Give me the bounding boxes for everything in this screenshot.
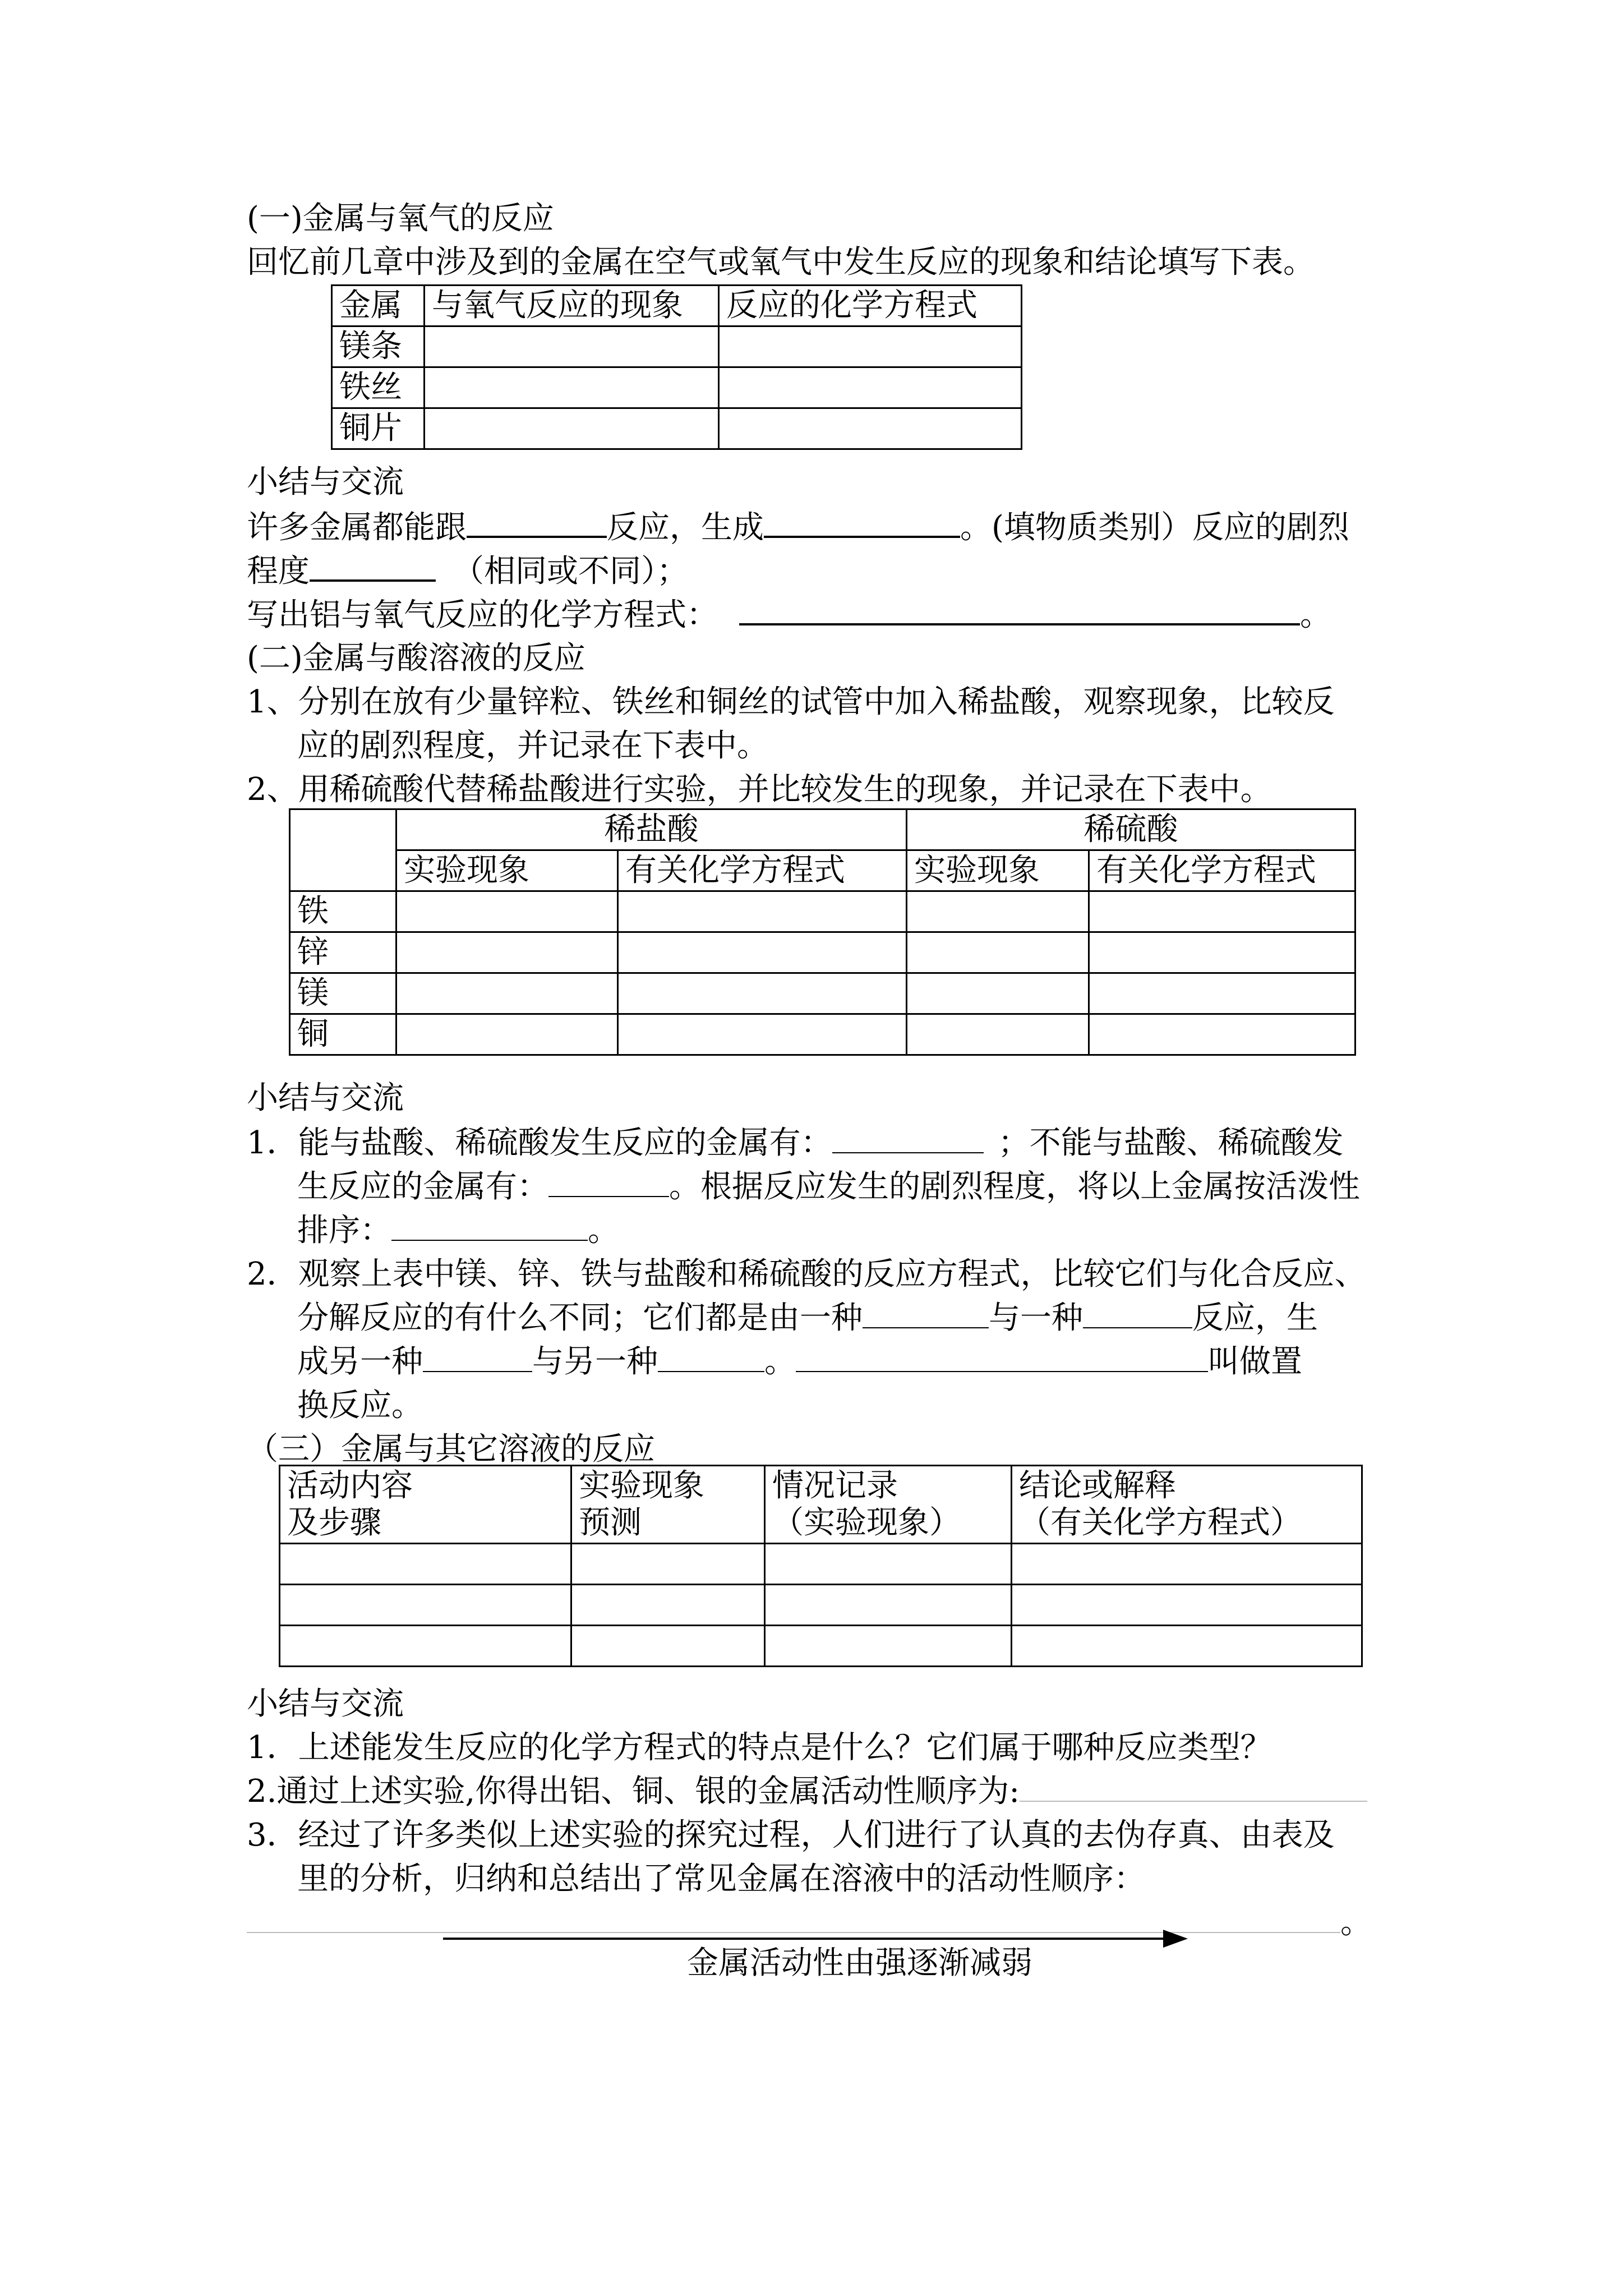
blank-cell[interactable] bbox=[571, 1544, 765, 1585]
table-row bbox=[332, 367, 1022, 408]
table-row bbox=[290, 891, 1355, 932]
table-row bbox=[290, 932, 1355, 973]
subheader-equation: 有关化学方程式 bbox=[618, 850, 907, 891]
blank-cell[interactable] bbox=[425, 326, 719, 367]
row-label: 铁 bbox=[290, 891, 396, 932]
text-fragment: 。 bbox=[1300, 597, 1331, 633]
blank-cell[interactable] bbox=[1089, 1014, 1355, 1055]
table-row bbox=[280, 1626, 1362, 1667]
section2-heading: (二)金属与酸溶液的反应 bbox=[247, 640, 585, 677]
subheader-equation: 有关化学方程式 bbox=[1089, 850, 1355, 891]
header-line: 活动内容 bbox=[287, 1467, 413, 1504]
summary-title-3: 小结与交流 bbox=[247, 1686, 404, 1722]
header-line: （实验现象） bbox=[772, 1504, 961, 1541]
blank-cell[interactable] bbox=[280, 1544, 571, 1585]
section2-item1-line2: 应的剧烈程度，并记录在下表中。 bbox=[297, 728, 768, 764]
section3-heading: （三）金属与其它溶液的反应 bbox=[247, 1431, 655, 1467]
header-line: 实验现象 bbox=[579, 1467, 704, 1504]
text-fragment: 生反应的金属有： bbox=[297, 1168, 548, 1205]
subheader-phenomenon: 实验现象 bbox=[907, 850, 1089, 891]
blank-cell[interactable] bbox=[618, 1014, 907, 1055]
text-fragment: 2.通过上述实验,你得出铝、铜、银的金属活动性顺序为: bbox=[247, 1773, 1020, 1810]
blank-cell[interactable] bbox=[425, 408, 719, 449]
blank-cell[interactable] bbox=[765, 1544, 1012, 1585]
text-fragment: 反应，生 bbox=[1192, 1300, 1318, 1336]
summary1-line1 bbox=[247, 508, 1349, 547]
blank-cell[interactable] bbox=[1012, 1626, 1362, 1667]
blank-cell[interactable] bbox=[396, 973, 618, 1014]
summary2-q1-line2 bbox=[297, 1167, 1360, 1207]
blank-cell[interactable] bbox=[1089, 973, 1355, 1014]
table-row bbox=[280, 1585, 1362, 1626]
fill-blank[interactable] bbox=[467, 508, 607, 538]
activity-series-line bbox=[247, 1903, 1372, 1943]
table-header-row bbox=[280, 1466, 1362, 1544]
table-sub-header-row bbox=[290, 850, 1355, 891]
text-fragment: 。 bbox=[1340, 1904, 1372, 1941]
blank-cell[interactable] bbox=[907, 932, 1089, 973]
fill-blank[interactable] bbox=[863, 1299, 989, 1328]
text-fragment: 与另一种 bbox=[532, 1343, 658, 1380]
fill-blank[interactable] bbox=[832, 1124, 984, 1153]
acid-reaction-table bbox=[289, 808, 1356, 1056]
blank-cell[interactable] bbox=[396, 891, 618, 932]
header-line: 预测 bbox=[579, 1504, 642, 1541]
text-fragment: 成另一种 bbox=[297, 1343, 423, 1380]
header-line: 及步骤 bbox=[287, 1504, 381, 1541]
header-line: （有关化学方程式） bbox=[1019, 1504, 1302, 1541]
blank-cell[interactable] bbox=[396, 1014, 618, 1055]
fill-blank[interactable] bbox=[423, 1343, 532, 1372]
blank-cell[interactable] bbox=[719, 367, 1022, 408]
summary2-q1-line3 bbox=[297, 1211, 619, 1250]
solution-reaction-table bbox=[279, 1465, 1363, 1667]
summary2-q2-line3 bbox=[297, 1342, 1302, 1382]
summary1-line2 bbox=[247, 551, 688, 591]
row-label: 镁 bbox=[290, 973, 396, 1014]
text-fragment: 写出铝与氧气反应的化学方程式： bbox=[247, 597, 718, 633]
section1-intro: 回忆前几章中涉及到的金属在空气或氧气中发生反应的现象和结论填写下表。 bbox=[247, 244, 1315, 280]
corner-cell bbox=[290, 809, 396, 891]
arrow-caption: 金属活动性由强逐渐减弱 bbox=[687, 1945, 1032, 1981]
summary3-q1: 1．上述能发生反应的化学方程式的特点是什么？它们属于哪种反应类型？ bbox=[247, 1729, 1272, 1766]
blank-cell[interactable] bbox=[719, 408, 1022, 449]
section2-item1-line1: 1、分别在放有少量锌粒、铁丝和铜丝的试管中加入稀盐酸，观察现象，比较反 bbox=[247, 684, 1335, 720]
fill-blank[interactable] bbox=[247, 1904, 1340, 1933]
text-fragment: （相同或不同）； bbox=[453, 553, 688, 590]
section2-item2: 2、用稀硫酸代替稀盐酸进行实验，并比较发生的现象，并记录在下表中。 bbox=[247, 771, 1272, 808]
text-fragment: 。 bbox=[588, 1212, 619, 1249]
summary3-q3-line1: 3．经过了许多类似上述实验的探究过程，人们进行了认真的去伪存真、由表及 bbox=[247, 1817, 1335, 1853]
header-phenomenon: 与氧气反应的现象 bbox=[425, 286, 719, 326]
blank-cell[interactable] bbox=[907, 891, 1089, 932]
summary2-q2-line2 bbox=[297, 1299, 1318, 1338]
activity-arrow-shaft bbox=[443, 1938, 1166, 1940]
table-group-header-row bbox=[290, 809, 1355, 850]
arrow-right-icon bbox=[1163, 1930, 1188, 1948]
table-row bbox=[280, 1544, 1362, 1585]
fill-blank[interactable] bbox=[548, 1168, 669, 1197]
row-label: 铁丝 bbox=[332, 367, 425, 408]
blank-cell[interactable] bbox=[396, 932, 618, 973]
fill-blank[interactable] bbox=[1083, 1299, 1192, 1328]
fill-blank[interactable] bbox=[796, 1343, 1208, 1372]
blank-cell[interactable] bbox=[719, 326, 1022, 367]
header-activity bbox=[280, 1466, 571, 1544]
text-fragment: 叫做置 bbox=[1208, 1343, 1302, 1380]
text-fragment: 分解反应的有什么不同；它们都是由一种 bbox=[297, 1300, 863, 1336]
text-fragment: 许多金属都能跟 bbox=[247, 509, 467, 546]
fill-blank[interactable] bbox=[310, 551, 436, 582]
table-row bbox=[332, 408, 1022, 449]
summary3-q2 bbox=[247, 1772, 1367, 1811]
blank-cell[interactable] bbox=[280, 1585, 571, 1626]
summary2-q2-line4: 换反应。 bbox=[297, 1387, 423, 1424]
fill-blank[interactable] bbox=[764, 508, 960, 538]
header-equation: 反应的化学方程式 bbox=[719, 286, 1022, 326]
fill-blank[interactable] bbox=[391, 1212, 588, 1241]
fill-blank[interactable] bbox=[1020, 1773, 1367, 1802]
header-hcl: 稀盐酸 bbox=[396, 809, 907, 850]
text-fragment: 反应，生成 bbox=[607, 509, 764, 546]
header-line: 情况记录 bbox=[772, 1467, 898, 1504]
text-fragment: 。 bbox=[764, 1343, 796, 1380]
header-metal: 金属 bbox=[332, 286, 425, 326]
blank-cell[interactable] bbox=[1089, 932, 1355, 973]
header-conclusion bbox=[1012, 1466, 1362, 1544]
table-row bbox=[332, 326, 1022, 367]
table-row bbox=[290, 973, 1355, 1014]
blank-cell[interactable] bbox=[618, 973, 907, 1014]
table-header-row bbox=[332, 286, 1022, 326]
oxygen-reaction-table bbox=[331, 284, 1022, 450]
text-fragment: 。(填物质类别）反应的剧烈 bbox=[960, 509, 1349, 546]
blank-cell[interactable] bbox=[618, 891, 907, 932]
text-fragment: ；不能与盐酸、稀硫酸发 bbox=[998, 1125, 1344, 1161]
header-record bbox=[765, 1466, 1012, 1544]
summary-title-2: 小结与交流 bbox=[247, 1080, 404, 1116]
blank-cell[interactable] bbox=[280, 1626, 571, 1667]
blank-cell[interactable] bbox=[1012, 1544, 1362, 1585]
blank-cell[interactable] bbox=[618, 932, 907, 973]
blank-cell[interactable] bbox=[907, 973, 1089, 1014]
section1-heading: (一)金属与氧气的反应 bbox=[247, 200, 554, 237]
header-line: 结论或解释 bbox=[1019, 1467, 1176, 1504]
blank-cell[interactable] bbox=[425, 367, 719, 408]
row-label: 镁条 bbox=[332, 326, 425, 367]
fill-blank[interactable] bbox=[658, 1343, 764, 1372]
text-fragment: 排序： bbox=[297, 1212, 391, 1249]
text-fragment: 与一种 bbox=[989, 1300, 1083, 1336]
blank-cell[interactable] bbox=[1089, 891, 1355, 932]
summary3-q3-line2: 里的分析，归纳和总结出了常见金属在溶液中的活动性顺序： bbox=[297, 1861, 1145, 1897]
text-fragment: 程度 bbox=[247, 553, 310, 590]
summary-title-1: 小结与交流 bbox=[247, 464, 404, 500]
summary2-q1-line1 bbox=[247, 1124, 1344, 1163]
summary2-q2-line1: 2．观察上表中镁、锌、铁与盐酸和稀硫酸的反应方程式，比较它们与化合反应、 bbox=[247, 1256, 1366, 1292]
table-row bbox=[290, 1014, 1355, 1055]
row-label: 铜片 bbox=[332, 408, 425, 449]
blank-cell[interactable] bbox=[1012, 1585, 1362, 1626]
text-fragment: 1．能与盐酸、稀硫酸发生反应的金属有： bbox=[247, 1125, 832, 1161]
row-label: 铜 bbox=[290, 1014, 396, 1055]
header-prediction bbox=[571, 1466, 765, 1544]
subheader-phenomenon: 实验现象 bbox=[396, 850, 618, 891]
blank-cell[interactable] bbox=[907, 1014, 1089, 1055]
text-fragment: 。根据反应发生的剧烈程度，将以上金属按活泼性 bbox=[669, 1168, 1360, 1205]
blank-cell[interactable] bbox=[571, 1585, 765, 1626]
blank-cell[interactable] bbox=[765, 1585, 1012, 1626]
blank-cell[interactable] bbox=[571, 1626, 765, 1667]
row-label: 锌 bbox=[290, 932, 396, 973]
fill-blank[interactable] bbox=[739, 595, 1300, 625]
summary1-line3 bbox=[247, 595, 1331, 635]
header-h2so4: 稀硫酸 bbox=[907, 809, 1355, 850]
blank-cell[interactable] bbox=[765, 1626, 1012, 1667]
